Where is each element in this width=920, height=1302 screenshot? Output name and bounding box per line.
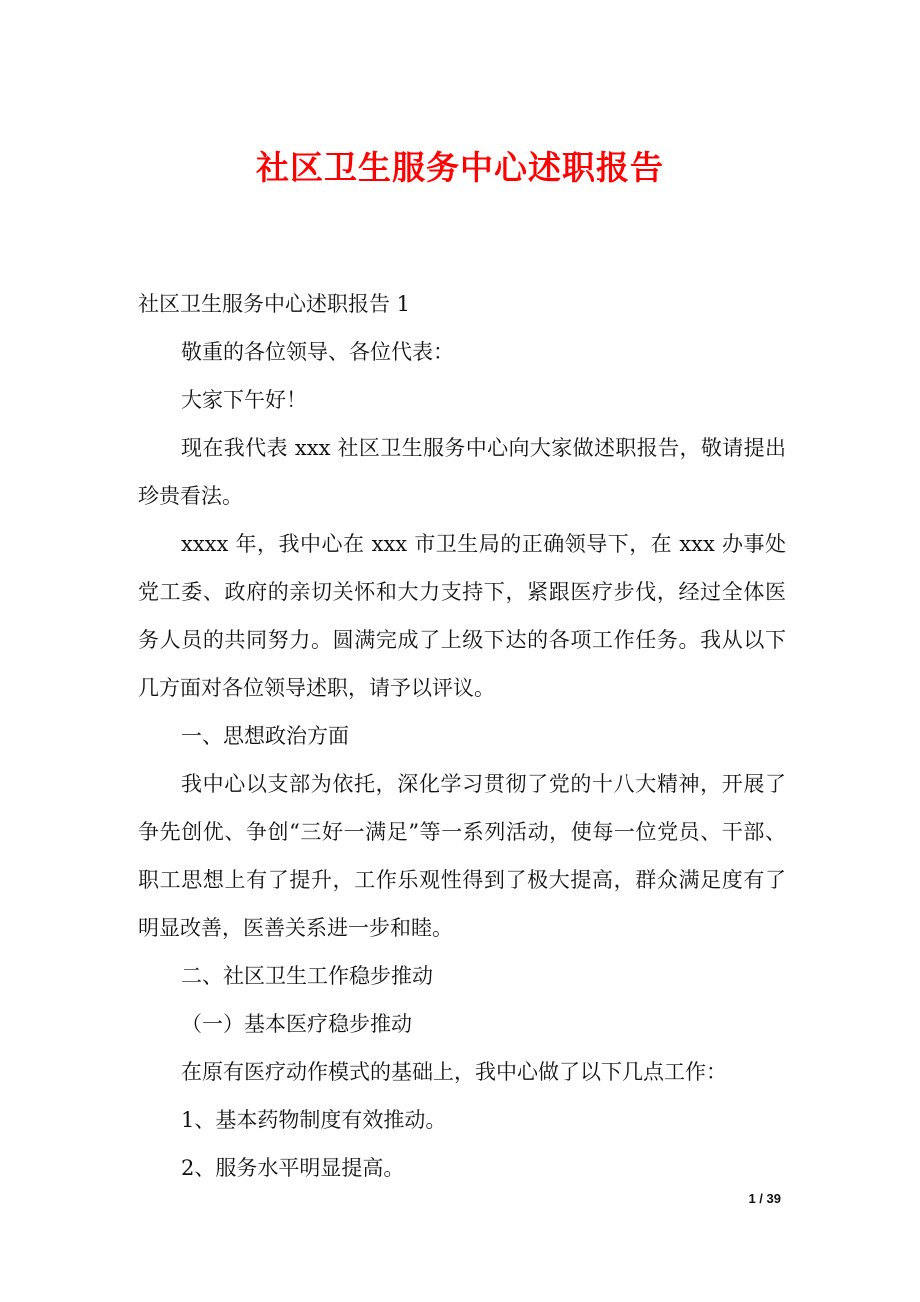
report-heading: 社区卫生服务中心述职报告 1 bbox=[138, 292, 411, 316]
list-item-2: 2、服务水平明显提高。 bbox=[181, 1156, 405, 1180]
greeting: 大家下午好！ bbox=[181, 388, 307, 412]
section-heading-1: 一、思想政治方面 bbox=[181, 724, 349, 748]
subsection-heading-1: （一）基本医疗稳步推动 bbox=[181, 1012, 412, 1036]
document-body bbox=[138, 280, 786, 1192]
salutation: 敬重的各位领导、各位代表： bbox=[181, 340, 454, 364]
section-heading-2: 二、社区卫生工作稳步推动 bbox=[181, 964, 433, 988]
section-1-paragraph: 我中心以支部为依托，深化学习贯彻了党的十八大精神，开展了争先创优、争创“三好一满足”等一系列活动，使每一位党员、干部、职工思想上有了提升，工作乐观性得到了极大提高，群众满足度有了明显改善，医善关系进一步和睦。 bbox=[138, 772, 786, 940]
page-number: 1 / 39 bbox=[748, 1191, 781, 1206]
subsection-1-intro: 在原有医疗动作模式的基础上，我中心做了以下几点工作： bbox=[181, 1060, 727, 1084]
summary-paragraph: xxxx 年，我中心在 xxx 市卫生局的正确领导下，在 xxx 办事处党工委、政府的亲切关怀和大力支持下，紧跟医疗步伐，经过全体医务人员的共同努力。圆满完成了上级下达的各项工作任务。我从以下几方面对各位领导述职，请予以评议。 bbox=[138, 532, 786, 700]
document-title: 社区卫生服务中心述职报告 bbox=[256, 148, 664, 187]
list-item-1: 1、基本药物制度有效推动。 bbox=[181, 1108, 447, 1132]
intro-paragraph: 现在我代表 xxx 社区卫生服务中心向大家做述职报告，敬请提出珍贵看法。 bbox=[138, 436, 786, 508]
